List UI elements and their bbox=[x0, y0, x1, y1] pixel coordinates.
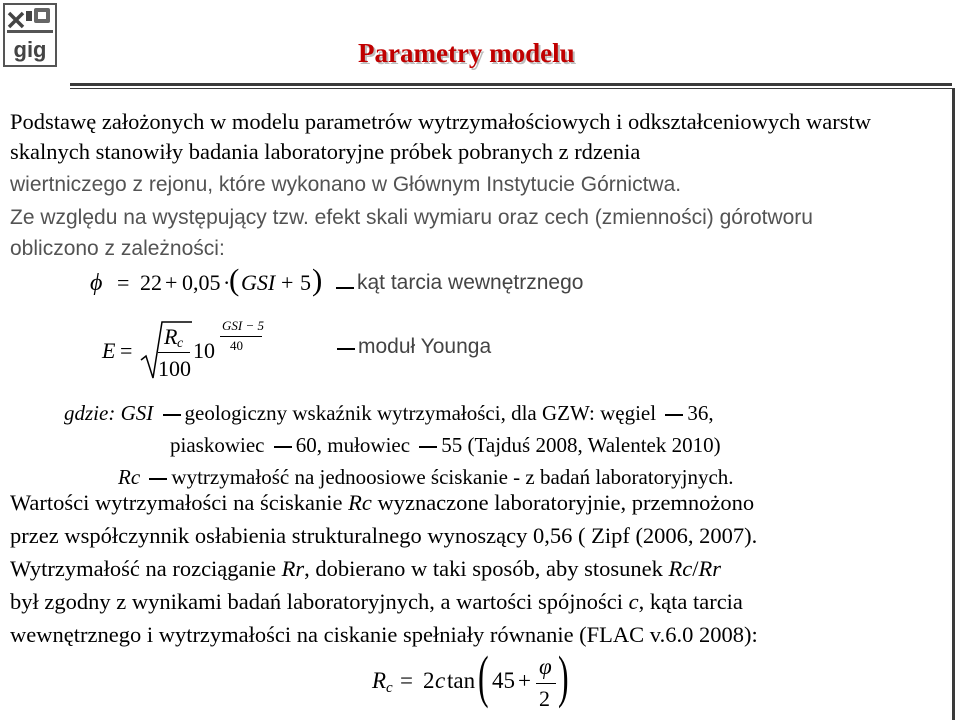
gig-logo bbox=[3, 3, 57, 67]
f3-two: 2 bbox=[423, 668, 435, 693]
f3-tan: tan bbox=[447, 668, 476, 693]
where-line-1 bbox=[64, 401, 714, 426]
where-prefix: gdzie: bbox=[64, 401, 121, 425]
f1-plus2: + bbox=[281, 270, 294, 295]
f3-lparen: ( bbox=[478, 644, 489, 709]
f1-const-5: 5 bbox=[300, 270, 311, 295]
p2-line-2: przez współczynnik osłabienia strukturalnego wynoszący 0,56 ( Zipf (2006, 2007). bbox=[10, 523, 758, 548]
dash bbox=[274, 446, 292, 448]
dash bbox=[665, 414, 683, 416]
f2-exp-numerator: GSI − 5 bbox=[222, 318, 264, 333]
intro-line-3: wiertniczego z rejonu, które wykonano w Głównym Instytucie Górnictwa. bbox=[10, 173, 682, 196]
f1-label-dash bbox=[336, 287, 354, 289]
f2-ten: 10 bbox=[193, 338, 215, 363]
f2-label-dash bbox=[337, 348, 355, 350]
f1-dot: · bbox=[223, 270, 231, 295]
f1-const-22: 22 bbox=[140, 270, 162, 295]
where-line-2 bbox=[170, 433, 721, 458]
intro-paragraph: Podstawę założonych w modelu parametrów wytrzymałościowych i odkształceniowych warstw skalnych stanowiły badania laboratoryjne próbek pobranych z rdzenia bbox=[10, 109, 871, 164]
where-coal-value: 36, bbox=[687, 401, 714, 425]
f3-angle: 45 bbox=[492, 668, 515, 693]
f1-gsi: GSI bbox=[241, 270, 276, 295]
f3-plus: + bbox=[518, 668, 531, 693]
f1-label: kąt tarcia wewnętrznego bbox=[357, 271, 584, 294]
p2-line-1: Wartości wytrzymałości na ściskanie Rc wyznaczone laboratoryjnie, przemnożono bbox=[10, 490, 755, 515]
where-gsi-desc: geologiczny wskaźnik wytrzymałości, dla GZW: węgiel bbox=[184, 401, 657, 425]
where-sandstone-value: 60, mułowiec bbox=[295, 433, 411, 457]
where-mudstone-value: 55 (Tajduś 2008, Walentek 2010) bbox=[441, 433, 721, 457]
logo-text: gig bbox=[13, 37, 47, 62]
f1-lparen: ( bbox=[229, 262, 240, 297]
f1-coef: 0,05 bbox=[182, 270, 221, 295]
f2-exp-denominator: 40 bbox=[230, 338, 243, 353]
f2-fraction-bar bbox=[158, 352, 190, 353]
page-title: Parametry modelu bbox=[358, 38, 575, 68]
where-rc: Rc bbox=[118, 465, 141, 489]
where-rc-desc: wytrzymałość na jednoosiowe ściskanie - z badań laboratoryjnych. bbox=[171, 465, 734, 489]
f2-denominator: 100 bbox=[158, 356, 191, 381]
right-border bbox=[952, 88, 955, 720]
p2-line-4: był zgodny z wynikami badań laboratoryjnych, a wartości spójności c, kąta tarcia bbox=[10, 589, 743, 614]
header-divider bbox=[70, 83, 952, 89]
dash bbox=[419, 446, 437, 448]
f2-c-sub: c bbox=[177, 336, 184, 351]
dash bbox=[149, 478, 167, 480]
dash bbox=[163, 414, 181, 416]
f2-exp-bar bbox=[220, 336, 262, 337]
f1-rparen: ) bbox=[312, 262, 323, 297]
where-sandstone: piaskowiec bbox=[170, 433, 265, 457]
f2-label: moduł Younga bbox=[358, 335, 492, 358]
f3-R: R bbox=[372, 668, 387, 693]
f3-denominator: 2 bbox=[539, 686, 550, 711]
f2-E: E bbox=[102, 338, 116, 363]
where-gsi: GSI bbox=[120, 401, 154, 425]
f3-c: c bbox=[435, 668, 446, 693]
p2-line-5: wewnętrznego i wytrzymałości na ciskanie spełniały równanie (FLAC v.6.0 2008): bbox=[10, 622, 758, 647]
f1-equals: = bbox=[117, 270, 130, 295]
body-paragraph bbox=[10, 486, 950, 651]
intro-line-5: obliczono z zależności: bbox=[10, 237, 225, 260]
p2-line-3: Wytrzymałość na rozciąganie Rr, dobierano w taki sposób, aby stosunek Rc/Rr bbox=[10, 556, 721, 581]
f3-fraction-bar bbox=[536, 683, 556, 684]
intro-line-4: Ze względu na występujący tzw. efekt skali wymiaru oraz cech (zmienności) górotworu bbox=[10, 206, 813, 229]
phi-symbol: ϕ bbox=[90, 270, 103, 296]
f1-plus: + bbox=[165, 270, 178, 295]
f2-R: R bbox=[164, 324, 178, 349]
f3-phi: φ bbox=[539, 654, 552, 679]
f2-equals: = bbox=[120, 338, 133, 363]
f3-equals: = bbox=[400, 668, 413, 693]
f3-c-sub: c bbox=[386, 680, 393, 696]
f3-rparen: ) bbox=[558, 644, 569, 709]
